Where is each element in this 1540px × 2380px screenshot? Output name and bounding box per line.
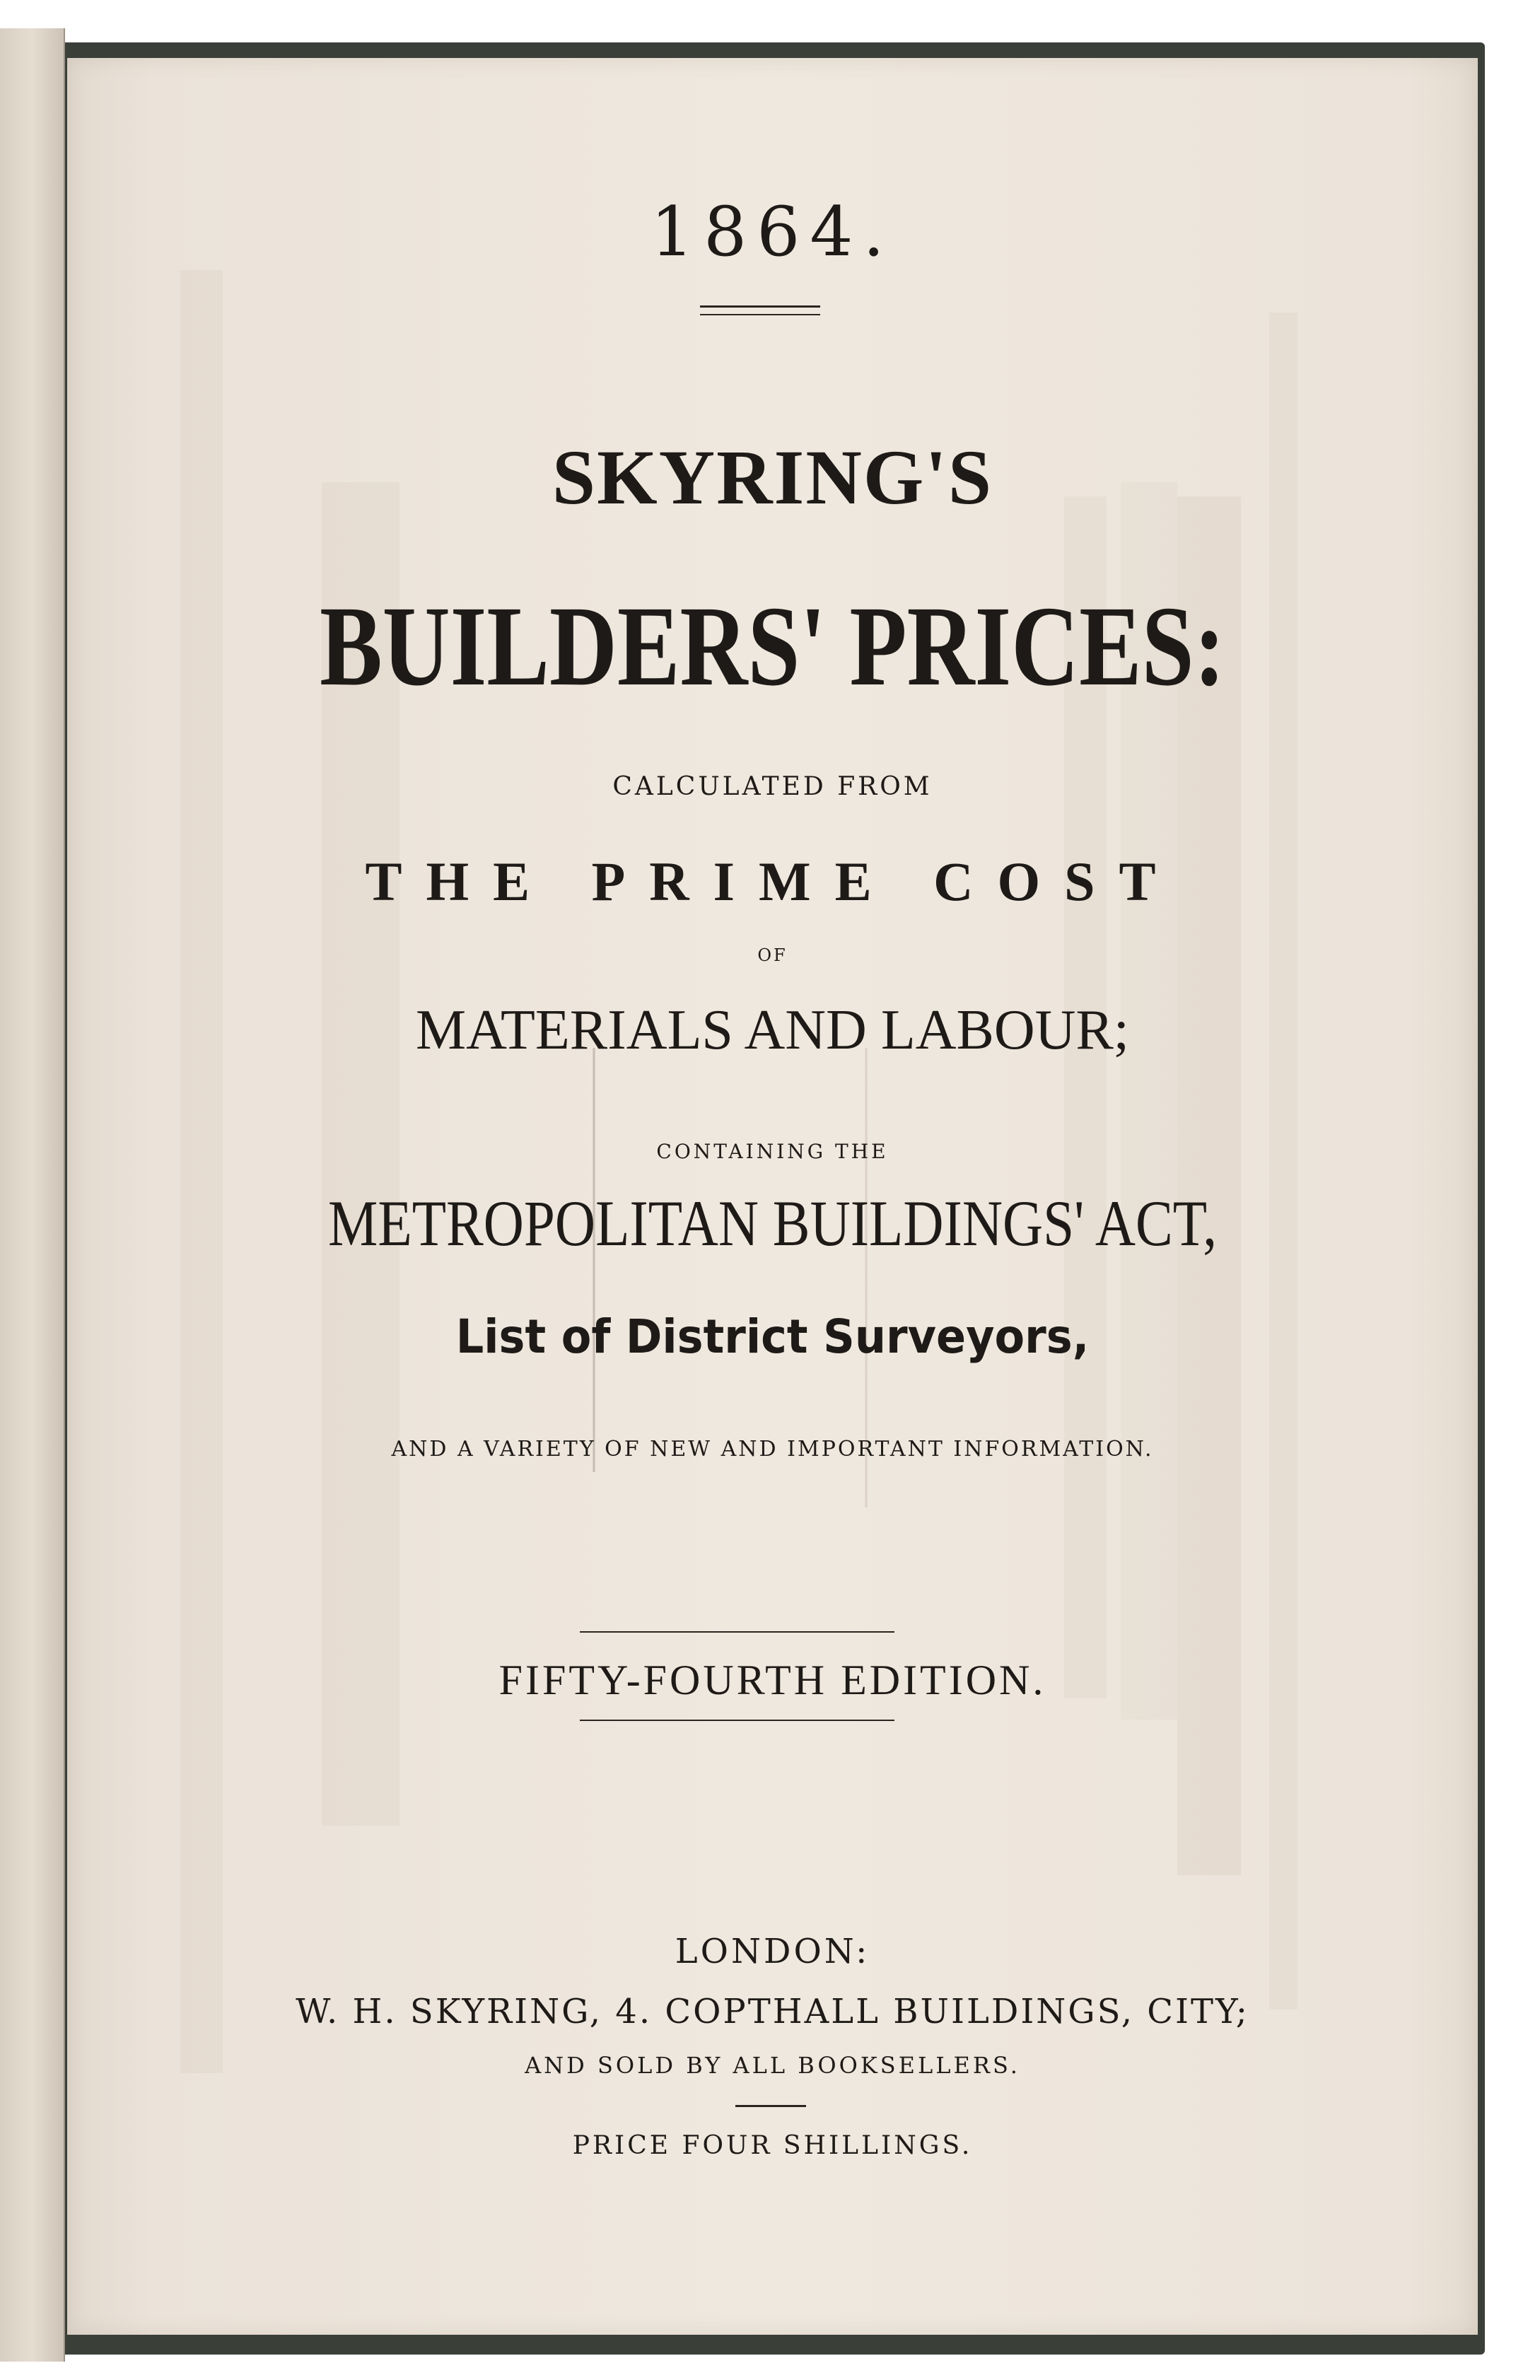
act-heading: METROPOLITAN BUILDINGS' ACT, [328,1187,1217,1259]
imprint-city: LONDON: [675,1932,870,1971]
surveyors-heading: List of District Surveyors, [455,1309,1090,1364]
variety-line: AND A VARIETY OF NEW AND IMPORTANT INFORMATION. [391,1437,1154,1462]
title-page-content [67,58,1478,2335]
year-divider-top [700,305,820,308]
calculated-from-label: CALCULATED FROM [612,772,933,801]
year-divider-bottom [700,314,820,315]
publisher-line: W. H. SKYRING, 4. COPTHALL BUILDINGS, CITY; [296,1992,1249,2031]
edition-rule-top [580,1631,894,1633]
edition-rule-bottom [580,1720,894,1721]
materials-heading: MATERIALS AND LABOUR; [416,999,1129,1061]
price-divider [735,2105,806,2107]
title-line-1: SKYRING'S [552,434,993,520]
title-line-2: BUILDERS' PRICES: [320,583,1225,710]
title-page [67,58,1478,2335]
containing-label: CONTAINING THE [656,1140,889,1163]
price-line: PRICE FOUR SHILLINGS. [572,2131,973,2160]
sold-by-line: AND SOLD BY ALL BOOKSELLERS. [525,2052,1020,2079]
edition-heading: FIFTY-FOURTH EDITION. [498,1657,1046,1703]
publication-year: 1864. [651,192,894,272]
facing-page-edge [0,28,65,2362]
of-label: OF [757,945,788,965]
prime-cost-heading: THE PRIME COST [365,851,1180,912]
